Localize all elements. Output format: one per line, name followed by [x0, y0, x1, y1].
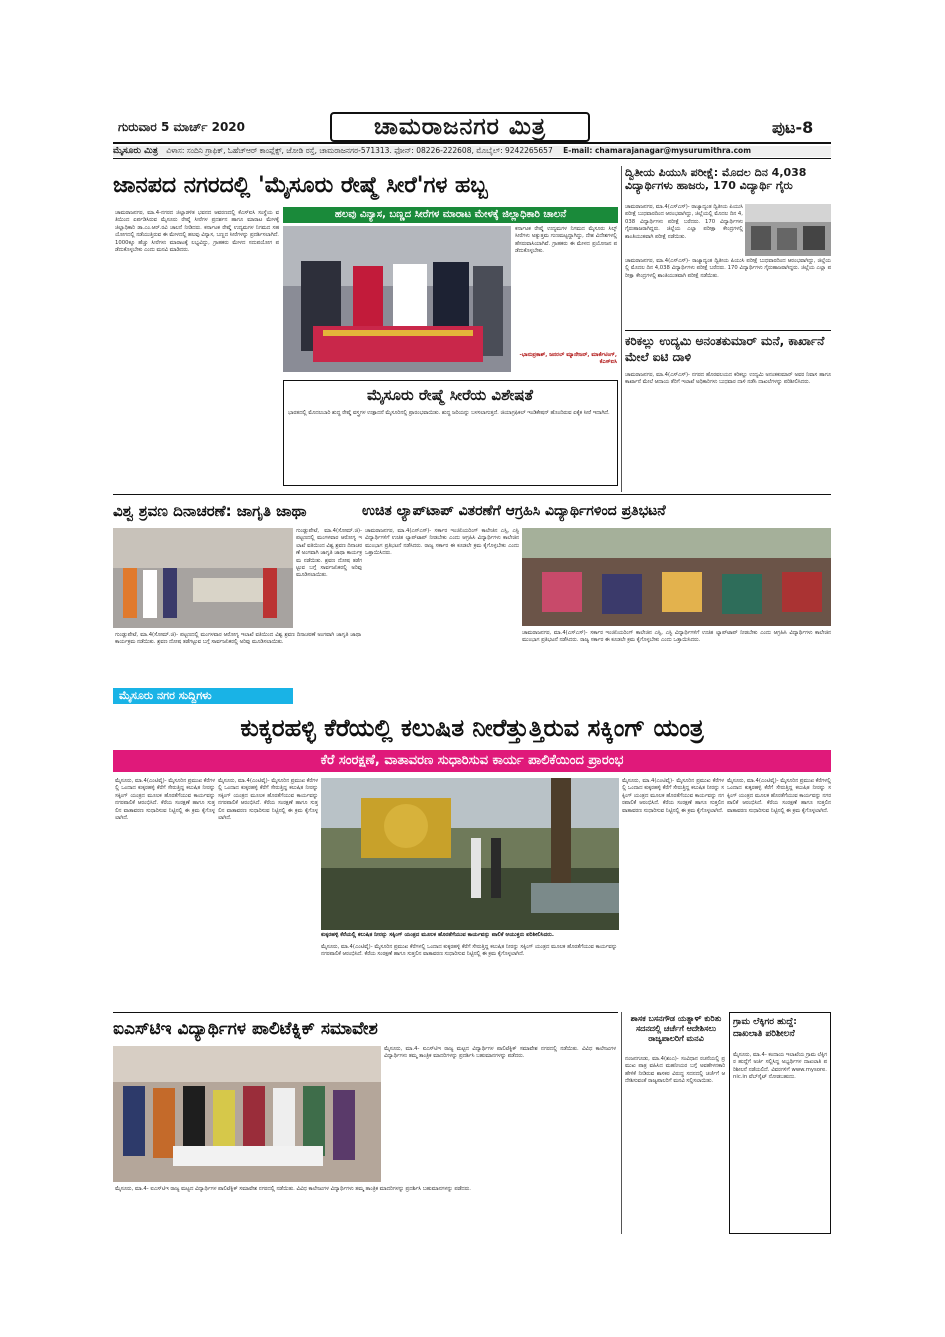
hearing-photo [113, 528, 293, 628]
ist-body: ಮೈಸೂರು, ಮಾ.4- ಐಎಸ್‌ಟಿಇ ರಾಜ್ಯ ಮಟ್ಟದ ವಿದ್ಯಾರ್ಥಿಗಳ ಪಾಲಿಟೆಕ್ನಿಕ್ ಸಮಾವೇಶ ನಗರದಲ್ಲಿ ನಡೆಯಿತು. ವಿವಿಧ ಕಾಲೇಜುಗಳ ವಿದ್ಯಾರ್ಥಿಗಳು ತಮ್ಮ ತಾಂತ್ರಿಕ ಮಾದರಿಗಳನ್ನು ಪ್ರದರ್ಶಿಸಿ ಬಹುಮಾನಗಳನ್ನು ಪಡೆದರು. [115, 1186, 471, 1192]
silk-feature-body: ಭಾರತದಲ್ಲಿ ಮೊದಲಬಾರಿ ಶುದ್ಧ ರೇಷ್ಮೆ ವಸ್ತ್ರಗಳ ಉತ್ಪಾದನೆ ಮೈಸೂರಿನಲ್ಲಿ ಪ್ರಾರಂಭವಾಯಿತು. ಶುದ್ಧ ಜರಿಯನ್ನು ಬಳಸಲಾಗುತ್ತದೆ. ಜಿಯಾಗ್ರಫಿಕಲ್ ಇಂಡಿಕೇಷನ್ ಹೊಂದಿರುವ ಏಕೈಕ ಸೀರೆ ಇದಾಗಿದೆ. [288, 410, 610, 416]
lake-body-col5: ಮೈಸೂರು, ಮಾ.4(ಎಂಟಿವೈ)- ಮೈಸೂರಿನ ಪ್ರಮುಖ ಕೆರೆಗಳಲ್ಲಿ ಒಂದಾದ ಕುಕ್ಕರಹಳ್ಳಿ ಕೆರೆಗೆ ಸೇರುತ್ತಿದ್ದ ಕಲುಷಿತ ನೀರನ್ನು ಸಕ್ಕಿಂಗ್ ಯಂತ್ರದ ಮೂಲಕ ಹೊರತೆಗೆಯುವ ಕಾರ್ಯವನ್ನು ನಗರಪಾಲಿಕೆ ಆರಂಭಿಸಿದೆ. ಕೆರೆಯ ಸಂರಕ್ಷಣೆ ಹಾಗೂ ಸುತ್ತಲಿನ ವಾತಾವರಣ ಸುಧಾರಿಸುವ ನಿಟ್ಟಿನಲ್ಲಿ ಈ ಕ್ರಮ ಕೈಗೊಳ್ಳಲಾಗಿದೆ. [727, 778, 831, 814]
laptop-photo-art [522, 528, 831, 626]
raid-headline: ಕರಿಕಲ್ಲು ಉದ್ಯಮಿ ಅನಂತಕುಮಾರ್ ಮನೆ, ಕಾರ್ಖಾನೆ ಮೇಲೆ ಐಟಿ ದಾಳಿ [625, 334, 825, 364]
stadium-body: ನಂಜನಗೂಡು, ಮಾ.4(ಶಂಎ)- ಸಂವಿಧಾನ ರಚನೆಯಲ್ಲಿ ಪ್ರಮುಖ ಪಾತ್ರ ವಹಿಸಿದ ಮಹನೀಯರ ಬಗ್ಗೆ ಅವಹೇಳನಕಾರಿ ಹೇಳಿಕೆ ನೀಡಿರುವ ಶಾಸಕರ ವಿರುದ್ಧ ಸದನದಲ್ಲಿ ಚರ್ಚೆಗೆ ಆದೇಶಿಸುವಂತೆ ರಾಜ್ಯಪಾಲರಿಗೆ ಮನವಿ ಸಲ್ಲಿಸಲಾಯಿತು. [625, 1056, 725, 1085]
lake-banner: ಕೆರೆ ಸಂರಕ್ಷಣೆ, ವಾತಾವರಣ ಸುಧಾರಿಸುವ ಕಾರ್ಯ ಪಾಲಿಕೆಯಿಂದ ಪ್ರಾರಂಭ [113, 750, 831, 772]
raid-body: ಚಾಮರಾಜನಗರ, ಮಾ.4(ಎಸ್‌ಎಸ್)- ನಗರದ ಹೊರವಲಯದ ಕರಿಕಲ್ಲು ಉದ್ಯಮಿ ಅನಂತಕುಮಾರ್ ಅವರ ನಿವಾಸ ಹಾಗೂ ಕಾರ್ಖಾನೆ ಮೇಲೆ ಆದಾಯ ತೆರಿಗೆ ಇಲಾಖೆ ಅಧಿಕಾರಿಗಳು ಬುಧವಾರ ದಾಳಿ ನಡೆಸಿ ದಾಖಲೆಗಳನ್ನು ಪರಿಶೀಲಿಸಿದರು. [625, 372, 831, 386]
email-address: E-mail: chamarajanagar@mysurumithra.com [563, 146, 752, 155]
exam-body-continued: ಚಾಮರಾಜನಗರ, ಮಾ.4(ಎಸ್‌ಎಸ್)- ರಾಜ್ಯಾದ್ಯಂತ ದ್ವಿತೀಯ ಪಿಯುಸಿ ಪರೀಕ್ಷೆ ಬುಧವಾರದಿಂದ ಆರಂಭವಾಗಿದ್ದು, ಜಿಲ್ಲೆಯಲ್ಲಿ ಮೊದಲ ದಿನ 4,038 ವಿದ್ಯಾರ್ಥಿಗಳು ಪರೀಕ್ಷೆ ಬರೆದರು. 170 ವಿದ್ಯಾರ್ಥಿಗಳು ಗೈರುಹಾಜರಾಗಿದ್ದರು. ಜಿಲ್ಲೆಯ ಎಲ್ಲಾ ಪರೀಕ್ಷಾ ಕೇಂದ್ರಗಳಲ್ಲಿ ಶಾಂತಿಯುತವಾಗಿ ಪರೀಕ್ಷೆ ನಡೆಯಿತು. [625, 258, 831, 279]
hearing-photo-art [113, 528, 293, 628]
lake-body-col2: ಮೈಸೂರು, ಮಾ.4(ಎಂಟಿವೈ)- ಮೈಸೂರಿನ ಪ್ರಮುಖ ಕೆರೆಗಳಲ್ಲಿ ಒಂದಾದ ಕುಕ್ಕರಹಳ್ಳಿ ಕೆರೆಗೆ ಸೇರುತ್ತಿದ್ದ ಕಲುಷಿತ ನೀರನ್ನು ಸಕ್ಕಿಂಗ್ ಯಂತ್ರದ ಮೂಲಕ ಹೊರತೆಗೆಯುವ ಕಾರ್ಯವನ್ನು ನಗರಪಾಲಿಕೆ ಆರಂಭಿಸಿದೆ. ಕೆರೆಯ ಸಂರಕ್ಷಣೆ ಹಾಗೂ ಸುತ್ತಲಿನ ವಾತಾವರಣ ಸುಧಾರಿಸುವ ನಿಟ್ಟಿನಲ್ಲಿ ಈ ಕ್ರಮ ಕೈಗೊಳ್ಳಲಾಗಿದೆ. [218, 778, 318, 822]
mid-rule [113, 494, 831, 495]
silk-body: ಚಾಮರಾಜನಗರ, ಮಾ.4-ನಗರದ ಜಿಲ್ಲಾಡಳಿತ ಭವನದ ಆವರಣದಲ್ಲಿ ಕೆಎಸ್ಐಸಿ ಸಂಸ್ಥೆಯ ವತಿಯಿಂದ ಏರ್ಪಡಿಸಿರುವ ಮೈಸೂರು ರೇಷ್ಮೆ ಸೀರೆಗಳ ಪ್ರದರ್ಶನ ಹಾಗೂ ಮಾರಾಟ ಮೇಳಕ್ಕೆ ಜಿಲ್ಲಾಧಿಕಾರಿ ಡಾ.ಎಂ.ಆರ್.ರವಿ ಚಾಲನೆ ನೀಡಿದರು. ಕರ್ನಾಟಕ ರೇಷ್ಮೆ ಉದ್ಯಮಗಳ ನಿಗಮದ ಸಹಯೋಗದಲ್ಲಿ ನಡೆಯುತ್ತಿರುವ ಈ ಮೇಳದಲ್ಲಿ ಹಲವು ವಿನ್ಯಾಸ, ಬಣ್ಣದ ಸೀರೆಗಳನ್ನು ಪ್ರದರ್ಶಿಸಲಾಗಿದೆ. 1000ಕ್ಕೂ ಹೆಚ್ಚು ಸೀರೆಗಳು ಮಾರಾಟಕ್ಕೆ ಲಭ್ಯವಿದ್ದು, ಗ್ರಾಹಕರು ಮೇಳದ ಸದುಪಯೋಗ ಪಡೆದುಕೊಳ್ಳಬೇಕು ಎಂದು ಮನವಿ ಮಾಡಿದರು. [115, 210, 279, 254]
sub-brand: ಮೈಸೂರು ಮಿತ್ರ [113, 146, 158, 156]
info-rule [113, 158, 831, 159]
laptop-body: ಚಾಮರಾಜನಗರ, ಮಾ.4(ಎಸ್‌ಎಸ್)- ಸರ್ಕಾರ ಇಂಜಿನಿಯರಿಂಗ್ ಕಾಲೇಜಿನ ಎಸ್ಸಿ, ಎಸ್ಟಿ ವಿದ್ಯಾರ್ಥಿಗಳಿಗೆ ಉಚಿತ ಲ್ಯಾಪ್‌ಟಾಪ್ ನೀಡಬೇಕು ಎಂದು ಆಗ್ರಹಿಸಿ ವಿದ್ಯಾರ್ಥಿಗಳು ಕಾಲೇಜಿನ ಮುಂಭಾಗ ಪ್ರತಿಭಟನೆ ನಡೆಸಿದರು. ರಾಜ್ಯ ಸರ್ಕಾರ ಈ ಕೂಡಲೇ ಕ್ರಮ ಕೈಗೊಳ್ಳಬೇಕು ಎಂದು ಒತ್ತಾಯಿಸಿದರು. [365, 528, 519, 557]
lower-rule [113, 1012, 618, 1013]
laptop-headline: ಉಚಿತ ಲ್ಯಾಪ್‌ಟಾಪ್ ವಿತರಣೆಗೆ ಆಗ್ರಹಿಸಿ ವಿದ್ಯಾರ್ಥಿಗಳಿಂದ ಪ್ರತಿಭಟನೆ [362, 503, 666, 519]
exam-headline: ದ್ವಿತೀಯ ಪಿಯುಸಿ ಪರೀಕ್ಷೆ: ಮೊದಲ ದಿನ 4,038 ವಿದ್ಯಾರ್ಥಿಗಳು ಹಾಜರು, 170 ವಿದ್ಯಾರ್ಥಿ ಗೈರು [625, 166, 807, 192]
lake-body-col1: ಮೈಸೂರು, ಮಾ.4(ಎಂಟಿವೈ)- ಮೈಸೂರಿನ ಪ್ರಮುಖ ಕೆರೆಗಳಲ್ಲಿ ಒಂದಾದ ಕುಕ್ಕರಹಳ್ಳಿ ಕೆರೆಗೆ ಸೇರುತ್ತಿದ್ದ ಕಲುಷಿತ ನೀರನ್ನು ಸಕ್ಕಿಂಗ್ ಯಂತ್ರದ ಮೂಲಕ ಹೊರತೆಗೆಯುವ ಕಾರ್ಯವನ್ನು ನಗರಪಾಲಿಕೆ ಆರಂಭಿಸಿದೆ. ಕೆರೆಯ ಸಂರಕ್ಷಣೆ ಹಾಗೂ ಸುತ್ತಲಿನ ವಾತಾವರಣ ಸುಧಾರಿಸುವ ನಿಟ್ಟಿನಲ್ಲಿ ಈ ಕ್ರಮ ಕೈಗೊಳ್ಳಲಾಗಿದೆ. [115, 778, 215, 822]
exam-photo-art [745, 204, 831, 256]
lake-body-col3: ಮೈಸೂರು, ಮಾ.4(ಎಂಟಿವೈ)- ಮೈಸೂರಿನ ಪ್ರಮುಖ ಕೆರೆಗಳಲ್ಲಿ ಒಂದಾದ ಕುಕ್ಕರಹಳ್ಳಿ ಕೆರೆಗೆ ಸೇರುತ್ತಿದ್ದ ಕಲುಷಿತ ನೀರನ್ನು ಸಕ್ಕಿಂಗ್ ಯಂತ್ರದ ಮೂಲಕ ಹೊರತೆಗೆಯುವ ಕಾರ್ಯವನ್ನು ನಗರಪಾಲಿಕೆ ಆರಂಭಿಸಿದೆ. ಕೆರೆಯ ಸಂರಕ್ಷಣೆ ಹಾಗೂ ಸುತ್ತಲಿನ ವಾತಾವರಣ ಸುಧಾರಿಸುವ ನಿಟ್ಟಿನಲ್ಲಿ ಈ ಕ್ರಮ ಕೈಗೊಳ್ಳಲಾಗಿದೆ. [321, 944, 617, 958]
lake-photo-caption: ಕುಕ್ಕರಹಳ್ಳಿ ಕೆರೆಯಲ್ಲಿ ಕಲುಷಿತ ನೀರನ್ನು ಸಕ್ಕಿಂಗ್ ಯಂತ್ರದ ಮೂಲಕ ಹೊರತೆಗೆಯುವ ಕಾರ್ಯವನ್ನು ಪಾಲಿಕೆ ಆಯುಕ್ತರು ಪರಿಶೀಲಿಸಿದರು. [321, 932, 554, 938]
city-news-tag: ಮೈಸೂರು ನಗರ ಸುದ್ದಿಗಳು [113, 688, 293, 704]
laptop-body-lower: ಚಾಮರಾಜನಗರ, ಮಾ.4(ಎಸ್‌ಎಸ್)- ಸರ್ಕಾರ ಇಂಜಿನಿಯರಿಂಗ್ ಕಾಲೇಜಿನ ಎಸ್ಸಿ, ಎಸ್ಟಿ ವಿದ್ಯಾರ್ಥಿಗಳಿಗೆ ಉಚಿತ ಲ್ಯಾಪ್‌ಟಾಪ್ ನೀಡಬೇಕು ಎಂದು ಆಗ್ರಹಿಸಿ ವಿದ್ಯಾರ್ಥಿಗಳು ಕಾಲೇಜಿನ ಮುಂಭಾಗ ಪ್ರತಿಭಟನೆ ನಡೆಸಿದರು. ರಾಜ್ಯ ಸರ್ಕಾರ ಈ ಕೂಡಲೇ ಕ್ರಮ ಕೈಗೊಳ್ಳಬೇಕು ಎಂದು ಒತ್ತಾಯಿಸಿದರು. [522, 630, 831, 644]
raid-rule [625, 330, 831, 331]
silk-side-body: ಕರ್ನಾಟಕ ರೇಷ್ಮೆ ಉದ್ಯಮಗಳ ನಿಗಮದ ಮೈಸೂರು ಸಿಲ್ಕ್ ಸೀರೆಗಳು ಅತ್ಯುತ್ತಮ ಗುಣಮಟ್ಟದ್ದಾಗಿದ್ದು, ದೇಶ ವಿದೇಶಗಳಲ್ಲಿ ಹೆಸರುವಾಸಿಯಾಗಿವೆ. ಗ್ರಾಹಕರು ಈ ಮೇಳದ ಪ್ರಯೋಜನ ಪಡೆದುಕೊಳ್ಳಬೇಕು. [515, 226, 617, 255]
lake-photo [321, 778, 619, 930]
lake-photo-art [321, 778, 619, 930]
laptop-photo [522, 528, 831, 626]
silk-byline: -ಭಾನುಪ್ರಕಾಶ್, ಜನರಲ್ ಮ್ಯಾನೇಜರ್, ಮಾರ್ಕೆಟಿಂಗ್, ಕೆಎಸ್ಐಸಿ [519, 352, 617, 365]
address-contact: ವಿಳಾಸ: ಸಂದಿನಿ ಗ್ರಾಫಿಕ್, ಓಹೆಚ್‌ಆರ್ ಕಾಂಪ್ಲೆಕ್ಸ್, ಜೋಡಿ ರಸ್ತೆ, ಚಾಮರಾಜನಗರ-571313. ಫೋನ್: 08226-222608, ಮೊಬೈಲ್: 9242265657 [166, 146, 553, 155]
hearing-body: ಗುಂಡ್ಲುಪೇಟೆ, ಮಾ.4(ಸೋಮ್.ಜಿ)- ಪಟ್ಟಣದಲ್ಲಿ ಮಂಗಳವಾರ ಆರೋಗ್ಯ ಇಲಾಖೆ ವತಿಯಿಂದ ವಿಶ್ವ ಶ್ರವಣ ದಿನಾಚರಣೆ ಅಂಗವಾಗಿ ಜಾಗೃತಿ ಜಾಥಾ ಕಾರ್ಯಕ್ರಮ ನಡೆಯಿತು. ಶ್ರವಣ ದೋಷ ತಡೆಗಟ್ಟುವ ಬಗ್ಗೆ ಸಾರ್ವಜನಿಕರಲ್ಲಿ ಅರಿವು ಮೂಡಿಸಲಾಯಿತು. [115, 632, 361, 646]
masthead-title: ಚಾಮರಾಜನಗರ ಮಿತ್ರ [330, 112, 590, 142]
ist-side-body: ಮೈಸೂರು, ಮಾ.4- ಐಎಸ್‌ಟಿಇ ರಾಜ್ಯ ಮಟ್ಟದ ವಿದ್ಯಾರ್ಥಿಗಳ ಪಾಲಿಟೆಕ್ನಿಕ್ ಸಮಾವೇಶ ನಗರದಲ್ಲಿ ನಡೆಯಿತು. ವಿವಿಧ ಕಾಲೇಜುಗಳ ವಿದ್ಯಾರ್ಥಿಗಳು ತಮ್ಮ ತಾಂತ್ರಿಕ ಮಾದರಿಗಳನ್ನು ಪ್ರದರ್ಶಿಸಿ ಬಹುಮಾನಗಳನ್ನು ಪಡೆದರು. [384, 1046, 616, 1060]
silk-banner: ಹಲವು ವಿನ್ಯಾಸ, ಬಣ್ಣದ ಸೀರೆಗಳ ಮಾರಾಟ ಮೇಳಕ್ಕೆ ಜಿಲ್ಲಾಧಿಕಾರಿ ಚಾಲನೆ [283, 207, 618, 223]
silk-photo [283, 226, 511, 372]
silk-headline: ಜಾನಪದ ನಗರದಲ್ಲಿ 'ಮೈಸೂರು ರೇಷ್ಮೆ ಸೀರೆ'ಗಳ ಹಬ್ಬ [113, 173, 488, 198]
header-rule [113, 142, 831, 144]
ist-headline: ಐಎಸ್‌ಟಿಇ ವಿದ್ಯಾರ್ಥಿಗಳ ಪಾಲಿಟೆಕ್ನಿಕ್ ಸಮಾವೇಶ [113, 1019, 378, 1039]
stadium-headline: ಶಾಸಕ ಬಸನಗೌಡ ಯತ್ನಾಳ್ ಕುರಿತು ಸದನದಲ್ಲಿ ಚರ್ಚೆಗೆ ಆದೇಶಿಸಲು ರಾಜ್ಯಪಾಲರಿಗೆ ಮನವಿ [630, 1014, 722, 1043]
col-divider-1 [621, 166, 622, 492]
hearing-side-body: ಗುಂಡ್ಲುಪೇಟೆ, ಮಾ.4(ಸೋಮ್.ಜಿ)- ಪಟ್ಟಣದಲ್ಲಿ ಮಂಗಳವಾರ ಆರೋಗ್ಯ ಇಲಾಖೆ ವತಿಯಿಂದ ವಿಶ್ವ ಶ್ರವಣ ದಿನಾಚರಣೆ ಅಂಗವಾಗಿ ಜಾಗೃತಿ ಜಾಥಾ ಕಾರ್ಯಕ್ರಮ ನಡೆಯಿತು. ಶ್ರವಣ ದೋಷ ತಡೆಗಟ್ಟುವ ಬಗ್ಗೆ ಸಾರ್ವಜನಿಕರಲ್ಲಿ ಅರಿವು ಮೂಡಿಸಲಾಯಿತು. [296, 528, 362, 579]
page-number: ಪುಟ-8 [772, 118, 814, 137]
exam-body: ಚಾಮರಾಜನಗರ, ಮಾ.4(ಎಸ್‌ಎಸ್)- ರಾಜ್ಯಾದ್ಯಂತ ದ್ವಿತೀಯ ಪಿಯುಸಿ ಪರೀಕ್ಷೆ ಬುಧವಾರದಿಂದ ಆರಂಭವಾಗಿದ್ದು, ಜಿಲ್ಲೆಯಲ್ಲಿ ಮೊದಲ ದಿನ 4,038 ವಿದ್ಯಾರ್ಥಿಗಳು ಪರೀಕ್ಷೆ ಬರೆದರು. 170 ವಿದ್ಯಾರ್ಥಿಗಳು ಗೈರುಹಾಜರಾಗಿದ್ದರು. ಜಿಲ್ಲೆಯ ಎಲ್ಲಾ ಪರೀಕ್ಷಾ ಕೇಂದ್ರಗಳಲ್ಲಿ ಶಾಂತಿಯುತವಾಗಿ ಪರೀಕ್ಷೆ ನಡೆಯಿತು. [625, 204, 743, 240]
issue-date: ಗುರುವಾರ 5 ಮಾರ್ಚ್ 2020 [118, 120, 245, 134]
lake-headline: ಕುಕ್ಕರಹಳ್ಳಿ ಕೆರೆಯಲ್ಲಿ ಕಲುಷಿತ ನೀರೆತ್ತುತ್ತಿರುವ ಸಕ್ಕಿಂಗ್ ಯಂತ್ರ [240, 714, 704, 742]
silk-photo-art [283, 226, 511, 372]
silk-feature-title: ಮೈಸೂರು ರೇಷ್ಮೆ ಸೀರೆಯ ವಿಶೇಷತೆ [367, 386, 533, 404]
exam-photo [745, 204, 831, 256]
hearing-headline: ವಿಶ್ವ ಶ್ರವಣ ದಿನಾಚರಣೆ: ಜಾಗೃತಿ ಜಾಥಾ [113, 502, 307, 520]
lake-body-col4: ಮೈಸೂರು, ಮಾ.4(ಎಂಟಿವೈ)- ಮೈಸೂರಿನ ಪ್ರಮುಖ ಕೆರೆಗಳಲ್ಲಿ ಒಂದಾದ ಕುಕ್ಕರಹಳ್ಳಿ ಕೆರೆಗೆ ಸೇರುತ್ತಿದ್ದ ಕಲುಷಿತ ನೀರನ್ನು ಸಕ್ಕಿಂಗ್ ಯಂತ್ರದ ಮೂಲಕ ಹೊರತೆಗೆಯುವ ಕಾರ್ಯವನ್ನು ನಗರಪಾಲಿಕೆ ಆರಂಭಿಸಿದೆ. ಕೆರೆಯ ಸಂರಕ್ಷಣೆ ಹಾಗೂ ಸುತ್ತಲಿನ ವಾತಾವರಣ ಸುಧಾರಿಸುವ ನಿಟ್ಟಿನಲ್ಲಿ ಈ ಕ್ರಮ ಕೈಗೊಳ್ಳಲಾಗಿದೆ. [622, 778, 724, 814]
ist-photo [113, 1046, 381, 1182]
info-line [113, 146, 831, 157]
library-headline: ಗ್ರಾಮ ಲೆಕ್ಕಿಗರ ಹುದ್ದೆ: ದಾಖಲಾತಿ ಪರಿಶೀಲನೆ [733, 1017, 797, 1039]
library-body: ಮೈಸೂರು, ಮಾ.4- ಕಂದಾಯ ಇಲಾಖೆಯ ಗ್ರಾಮ ಲೆಕ್ಕಿಗರ ಹುದ್ದೆಗೆ ಅರ್ಜಿ ಸಲ್ಲಿಸಿದ್ದ ಅಭ್ಯರ್ಥಿಗಳ ದಾಖಲಾತಿ ಪರಿಶೀಲನೆ ನಡೆಯಲಿದೆ. ವಿವರಗಳಿಗೆ www.mysore.nic.in ವೆಬ್‌ಸೈಟ್ ನೋಡಬಹುದು. [733, 1052, 827, 1081]
col-divider-2 [621, 1012, 622, 1234]
ist-photo-art [113, 1046, 381, 1182]
